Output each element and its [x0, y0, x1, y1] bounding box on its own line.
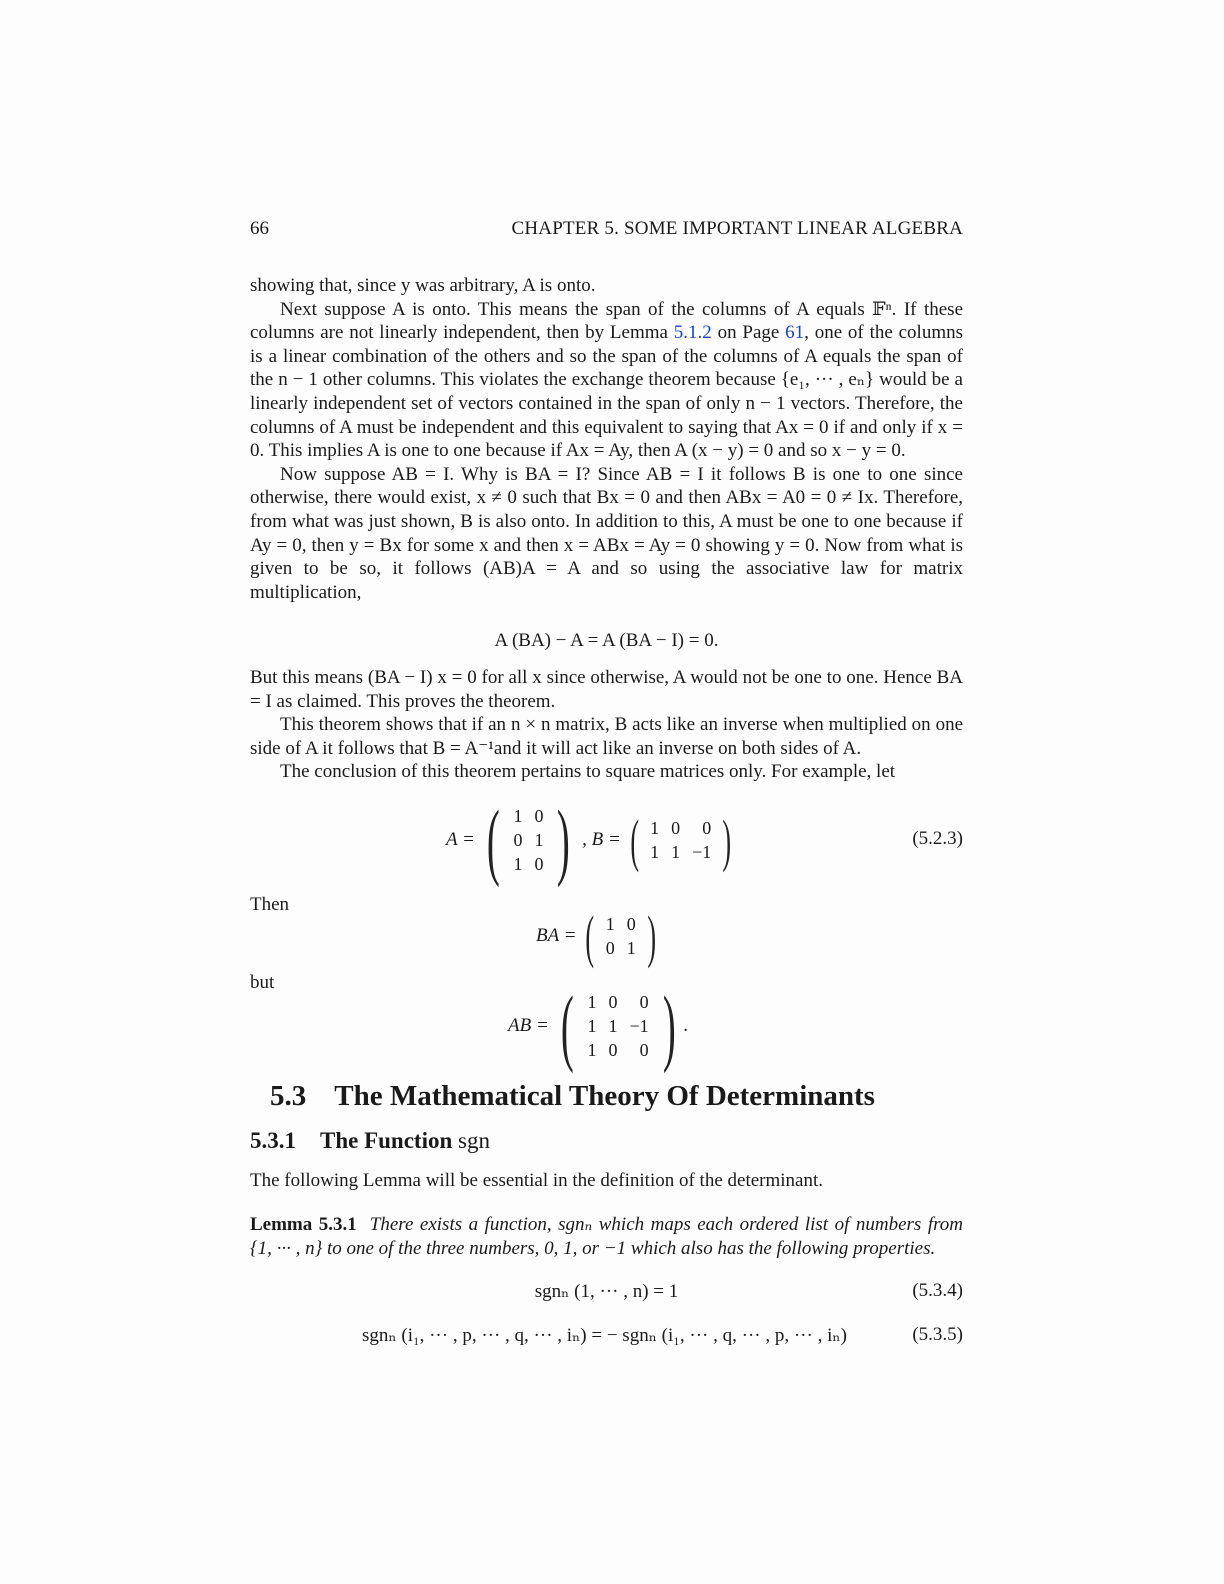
left-paren: (: [486, 792, 500, 888]
matrix-cell: 0: [671, 818, 681, 838]
matrix-B: [644, 816, 717, 864]
paragraph-2-text-a: Next suppose A is onto. This means the span of the columns of A equals 𝔽ⁿ. If these columns are not linearly independent, then by Lemma: [250, 298, 963, 344]
running-title: CHAPTER 5. SOME IMPORTANT LINEAR ALGEBRA: [511, 218, 963, 239]
section-title: The Mathematical Theory Of Determinants: [334, 1080, 875, 1112]
right-paren: ): [557, 792, 571, 888]
matrix-cell: 0: [626, 914, 636, 934]
section-number: 5.3: [270, 1080, 307, 1112]
separator-B: , B =: [582, 829, 621, 850]
intro-paragraph: The following Lemma will be essential in the definition of the determinant.: [250, 1170, 824, 1191]
period: .: [683, 1015, 688, 1036]
lemma-label: Lemma 5.3.1: [250, 1214, 357, 1235]
matrix-BA: [600, 912, 642, 960]
paragraph-1: showing that, since y was arbitrary, A is onto.: [250, 275, 596, 296]
left-paren: (: [585, 903, 595, 969]
subsection-heading: [250, 1128, 490, 1154]
matrix-AB: [581, 990, 654, 1062]
matrix-cell: −1: [692, 842, 712, 862]
paragraph-4: But this means (BA − I) x = 0 for all x since otherwise, A would not be one to one. Hence BA = I as claimed. This proves the theorem.: [250, 667, 963, 712]
matrix-cell: 1: [626, 938, 636, 958]
matrix-cell: −1: [629, 1016, 649, 1036]
matrix-cell: 0: [605, 938, 615, 958]
matrix-cell: 0: [608, 1040, 618, 1060]
matrix-cell: 1: [587, 1040, 597, 1060]
subsection-number: 5.3.1: [250, 1128, 296, 1153]
equation-5-2-3: [250, 792, 963, 888]
matrix-cell: 1: [605, 914, 615, 934]
paragraph-5: This theorem shows that if an n × n matrix, B acts like an inverse when multiplied on one side of A it follows that B = A⁻¹and it will act like an inverse on both sides of A.: [250, 714, 963, 759]
matrix-cell: 0: [534, 854, 544, 874]
right-paren: ): [662, 978, 676, 1074]
page-link[interactable]: 61: [785, 322, 805, 344]
matrix-row: [644, 816, 717, 840]
lemma-5-3-1: [250, 1213, 963, 1260]
lemma-text: There exists a function, sgnₙ which maps each ordered list of numbers from {1, ··· , n} to one of the three numbers, 0, 1, or −1 which also has the following properties.: [250, 1214, 964, 1259]
display-equation-1: A (BA) − A = A (BA − I) = 0.: [494, 630, 719, 651]
paragraph-2-text-b: on Page: [711, 322, 786, 344]
right-paren: ): [722, 807, 732, 873]
matrix-cell: 1: [650, 818, 660, 838]
equation-5-3-4-body: sgnₙ (1, ··· , n) = 1: [534, 1281, 679, 1302]
matrix-cell: 0: [639, 992, 649, 1012]
paragraph-6: The conclusion of this theorem pertains to square matrices only. For example, let: [280, 761, 896, 783]
matrix-row: [600, 936, 642, 960]
paragraph-2-text-c: , one of the columns is a linear combination of the others and so the span of the columns of A equals the span of the n − 1 other columns. This violates the exchange theorem because {e₁, ··· , eₙ} would be a linearly independent set of vectors contained in the span of only n − 1 vectors. Therefore, the columns of A must be independent and this equivalent to saying that Ax = 0 if and only if x = 0. This implies A is one to one because if Ax = Ay, then A (x − y) = 0 and so x − y = 0.: [250, 322, 963, 462]
equation-5-3-5-body: sgnₙ (i₁, ··· , p, ··· , q, ··· , iₙ) = − sgnₙ (i₁, ··· , q, ··· , p, ··· , iₙ): [362, 1325, 847, 1346]
left-paren: (: [630, 807, 639, 873]
matrix-cell: 0: [513, 830, 523, 850]
matrix-cell: 1: [587, 1016, 597, 1036]
matrix-cell: 0: [702, 818, 712, 838]
equation-5-3-4: [250, 1280, 963, 1303]
text-block-2: [250, 666, 963, 784]
paragraph-3: Now suppose AB = I. Why is BA = I? Since AB = I it follows B is one to one since otherwise, there would exist, x ≠ 0 such that Bx = 0 and then ABx = A0 = 0 ≠ Ix. Therefore, from what was just shown, B is also onto. In addition to this, A must be one to one because if Ay = 0, then y = Bx for some x and then x = ABx = Ay = 0 showing y = 0. Now from what is given to be so, it follows (AB)A = A and so using the associative law for matrix multiplication,: [250, 463, 963, 603]
equation-number: (5.3.5): [912, 1324, 963, 1345]
lhs-A: A =: [446, 829, 475, 850]
lhs-BA: BA =: [536, 925, 577, 946]
page-number: 66: [250, 218, 269, 239]
lhs-AB: AB =: [508, 1015, 549, 1036]
matrix-cell: 1: [650, 842, 660, 862]
matrix-cell: 0: [534, 806, 544, 826]
matrix-row: [600, 912, 642, 936]
but-label: but: [250, 972, 275, 993]
matrix-cell: 1: [608, 1016, 618, 1036]
matrix-A: [507, 804, 549, 876]
matrix-cell: 0: [639, 1040, 649, 1060]
matrix-row: [581, 990, 654, 1014]
equation-number: (5.2.3): [912, 828, 963, 849]
left-paren: (: [560, 978, 574, 1074]
matrix-row: [507, 852, 549, 876]
paragraph-2: [250, 298, 963, 463]
section-heading: [270, 1080, 875, 1113]
subsection-title: The Function: [320, 1128, 453, 1153]
matrix-cell: 1: [513, 854, 523, 874]
subsection-title-tail: sgn: [458, 1128, 490, 1153]
matrix-row: [507, 828, 549, 852]
equation-number: (5.3.4): [912, 1280, 963, 1301]
right-paren: ): [647, 903, 656, 969]
lemma-link[interactable]: 5.1.2: [673, 322, 712, 344]
matrix-row: [581, 1014, 654, 1038]
matrix-row: [507, 804, 549, 828]
matrix-cell: 1: [513, 806, 523, 826]
text-block-1: [250, 274, 963, 604]
then-label: Then: [250, 894, 290, 915]
matrix-cell: 1: [587, 992, 597, 1012]
matrix-row: [644, 840, 717, 864]
matrix-cell: 1: [671, 842, 681, 862]
matrix-cell: 1: [534, 830, 544, 850]
matrix-row: [581, 1038, 654, 1062]
matrix-cell: 0: [608, 992, 618, 1012]
